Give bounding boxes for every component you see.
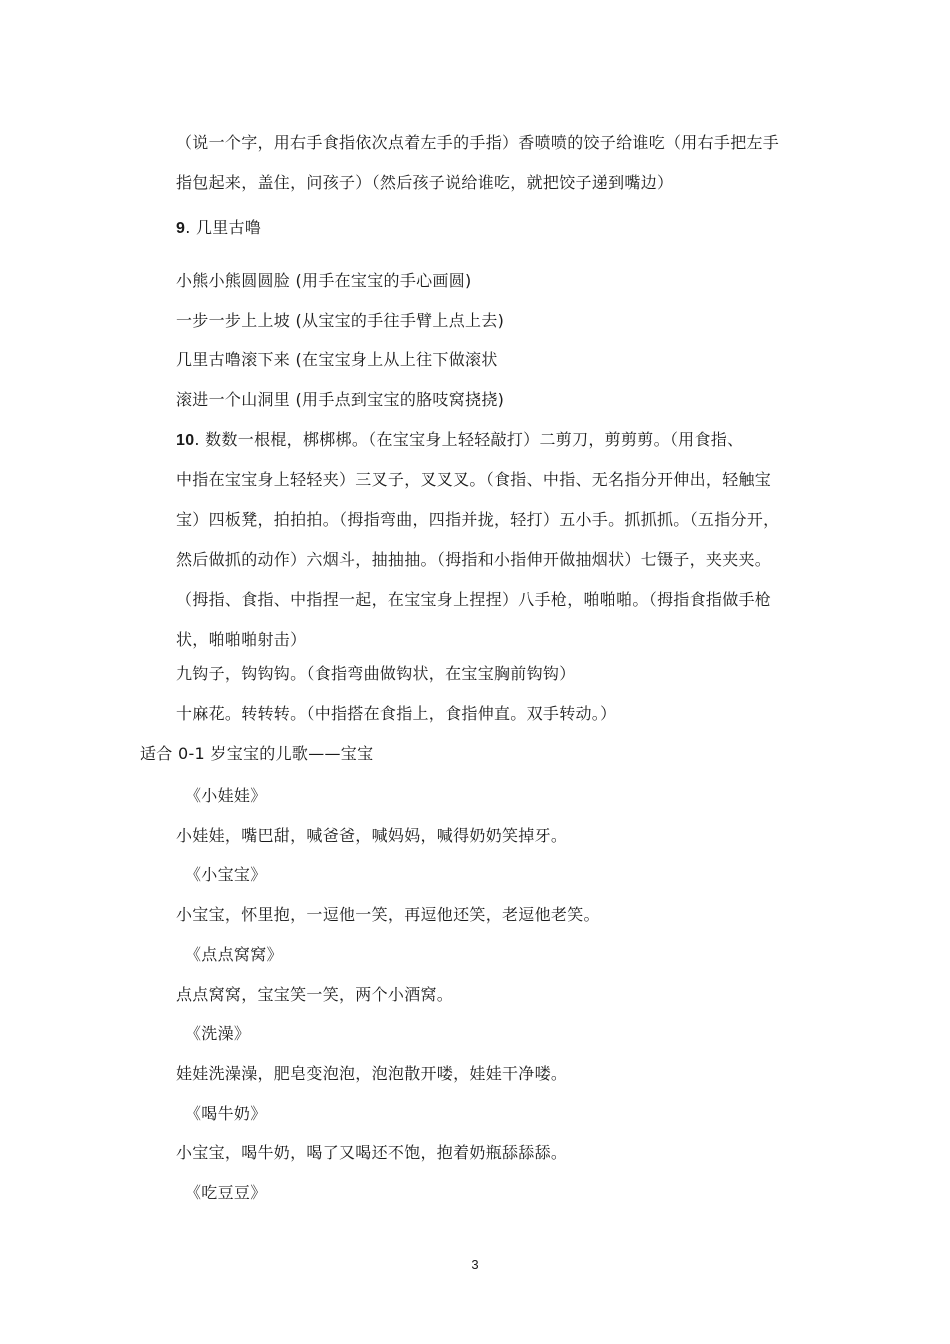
intro-line-2: 指包起来，盖住，问孩子）（然后孩子说给谁吃，就把饺子递到嘴边）: [176, 173, 674, 192]
song-text: 点点窝窝，宝宝笑一笑，两个小酒窝。: [176, 985, 454, 1004]
section-10-line: 中指在宝宝身上轻轻夹）三叉子，叉叉叉。（食指、中指、无名指分开伸出，轻触宝: [176, 470, 772, 489]
section-9-line: 几里古噜滚下来 (在宝宝身上从上往下做滚状: [176, 350, 498, 369]
song-title: 《洗澡》: [185, 1024, 251, 1043]
song-title: 《喝牛奶》: [185, 1104, 267, 1123]
section-9-line: 滚进一个山洞里 (用手点到宝宝的胳吱窝挠挠): [176, 390, 505, 409]
section-9-number: 9: [176, 220, 186, 237]
song-text: 小娃娃，嘴巴甜，喊爸爸，喊妈妈，喊得奶奶笑掉牙。: [176, 826, 568, 845]
song-text: 娃娃洗澡澡，肥皂变泡泡，泡泡散开喽，娃娃干净喽。: [176, 1064, 568, 1083]
section-9-heading: [176, 218, 261, 239]
section-10-heading: [176, 430, 743, 451]
intro-line-1: （说一个字，用右手食指依次点着左手的手指）香喷喷的饺子给谁吃（用右手把左手: [176, 133, 780, 152]
song-title: 《小娃娃》: [185, 786, 267, 805]
section-9-line: 一步一步上上坡 (从宝宝的手往手臂上点上去): [176, 311, 505, 330]
section-10-line: （拇指、食指、中指捏一起，在宝宝身上捏捏）八手枪，啪啪啪。（拇指食指做手枪: [176, 590, 772, 609]
section-10-line: 状，啪啪啪射击）: [176, 630, 307, 649]
section-9-title: . 几里古噜: [185, 218, 262, 237]
section-10-line: 十麻花。转转转。（中指搭在食指上，食指伸直。双手转动。）: [176, 704, 617, 723]
section-10-number: 10: [176, 432, 195, 449]
song-title: 《点点窝窝》: [185, 945, 283, 964]
page-number: 3: [471, 1257, 479, 1272]
section-9-line: 小熊小熊圆圆脸 (用手在宝宝的手心画圆): [176, 271, 472, 290]
song-title: 《小宝宝》: [185, 865, 267, 884]
section-10-line: 九钩子，钩钩钩。（食指弯曲做钩状，在宝宝胸前钩钩）: [176, 664, 576, 683]
song-text: 小宝宝，怀里抱，一逗他一笑，再逗他还笑，老逗他老笑。: [176, 905, 600, 924]
section-10-line: 然后做抓的动作）六烟斗，抽抽抽。（拇指和小指伸开做抽烟状）七镊子，夹夹夹。: [176, 550, 772, 569]
song-text: 小宝宝，喝牛奶，喝了又喝还不饱，抱着奶瓶舔舔舔。: [176, 1143, 568, 1162]
song-title: 《吃豆豆》: [185, 1183, 267, 1202]
songs-heading: 适合 0-1 岁宝宝的儿歌——宝宝: [140, 744, 374, 763]
section-10-first-line: . 数数一根棍，梆梆梆。（在宝宝身上轻轻敲打）二剪刀，剪剪剪。（用食指、: [194, 430, 744, 449]
section-10-line: 宝）四板凳，拍拍拍。（拇指弯曲，四指并拢，轻打）五小手。抓抓抓。（五指分开，: [176, 510, 780, 529]
